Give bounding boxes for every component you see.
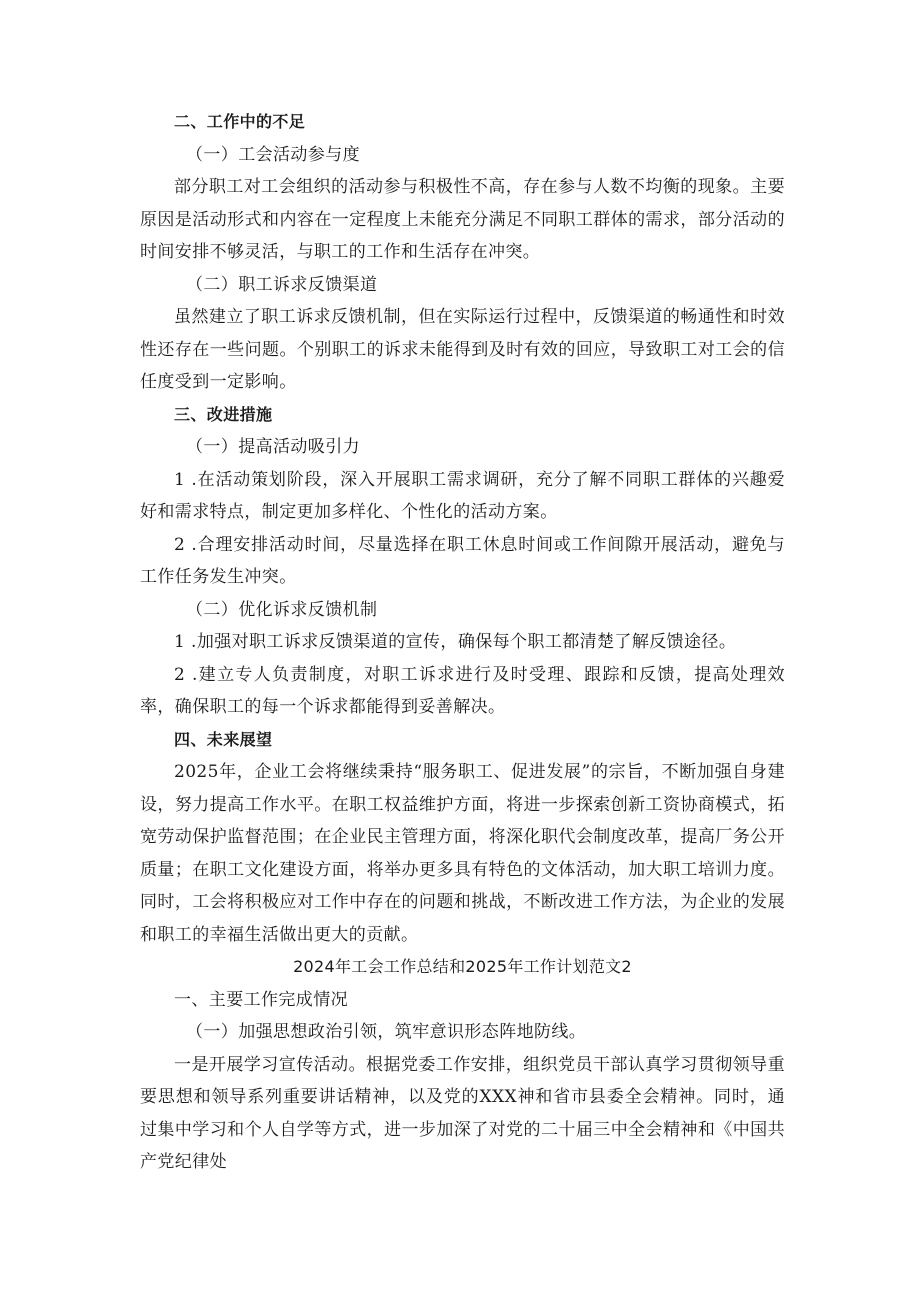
- paragraph-2-1: 部分职工对工会组织的活动参与积极性不高，存在参与人数不均衡的现象。主要原因是活动形式和内容在一定程度上未能充分满足不同职工群体的需求，部分活动的时间安排不够灵活，与职工的工作和生活存在冲突。: [140, 177, 785, 262]
- doc2-paragraph-1: 一是开展学习宣传活动。根据党委工作安排，组织党员干部认真学习贯彻领导重要思想和领导系列重要讲话精神，以及党的XXX神和省市县委全会精神。同时，通过集中学习和个人自学等方式，进一步加深了对党的二十届三中全会精神和《中国共产党纪律处: [140, 1054, 785, 1172]
- paragraph-3-2: 2 .合理安排活动时间，尽量选择在职工休息时间或工作间隙开展活动，避免与工作任务发生冲突。: [140, 534, 785, 587]
- doc2-subheading-1-1: （一）加强思想政治引领，筑牢意识形态阵地防线。: [186, 1022, 587, 1042]
- paragraph-2-2: 虽然建立了职工诉求反馈机制，但在实际运行过程中，反馈渠道的畅通性和时效性还存在一些问题。个别职工的诉求未能得到及时有效的回应，导致职工对工会的信任度受到一定影响。: [140, 307, 785, 392]
- paragraph-4-1: 2025年，企业工会将继续秉持“服务职工、促进发展”的宗旨，不断加强自身建设，努力提高工作水平。在职工权益维护方面，将进一步探索创新工资协商模式，拓宽劳动保护监督范围；在企业民主管理方面，将深化职代会制度改革，提高厂务公开质量；在职工文化建设方面，将举办更多具有特色的文体活动，加大职工培训力度。同时，工会将积极应对工作中存在的问题和挑战，不断改进工作方法，为企业的发展和职工的幸福生活做出更大的贡献。: [140, 762, 785, 945]
- paragraph-3-3: 1 .加强对职工诉求反馈渠道的宣传，确保每个职工都清楚了解反馈途径。: [174, 632, 737, 652]
- section-heading-2: 二、工作中的不足: [174, 112, 306, 131]
- subheading-2-1: （一）工会活动参与度: [186, 144, 360, 165]
- subheading-3-1: （一）提高活动吸引力: [186, 437, 360, 457]
- section-heading-3: 三、改进措施: [174, 404, 273, 424]
- doc2-section-heading-1: 一、主要工作完成情况: [174, 989, 348, 1010]
- paragraph-3-4: 2 .建立专人负责制度，对职工诉求进行及时受理、跟踪和反馈，提高处理效率，确保职工的每一个诉求都能得到妥善解决。: [140, 664, 785, 717]
- document-body: [140, 106, 785, 1179]
- document-2-title: 2024年工会工作总结和2025年工作计划范文2: [293, 957, 632, 976]
- subheading-2-2: （二）职工诉求反馈渠道: [186, 274, 378, 295]
- subheading-3-2: （二）优化诉求反馈机制: [186, 599, 378, 620]
- paragraph-3-1: 1 .在活动策划阶段，深入开展职工需求调研，充分了解不同职工群体的兴趣爱好和需求特点，制定更加多样化、个性化的活动方案。: [140, 469, 785, 522]
- section-heading-4: 四、未来展望: [174, 729, 273, 749]
